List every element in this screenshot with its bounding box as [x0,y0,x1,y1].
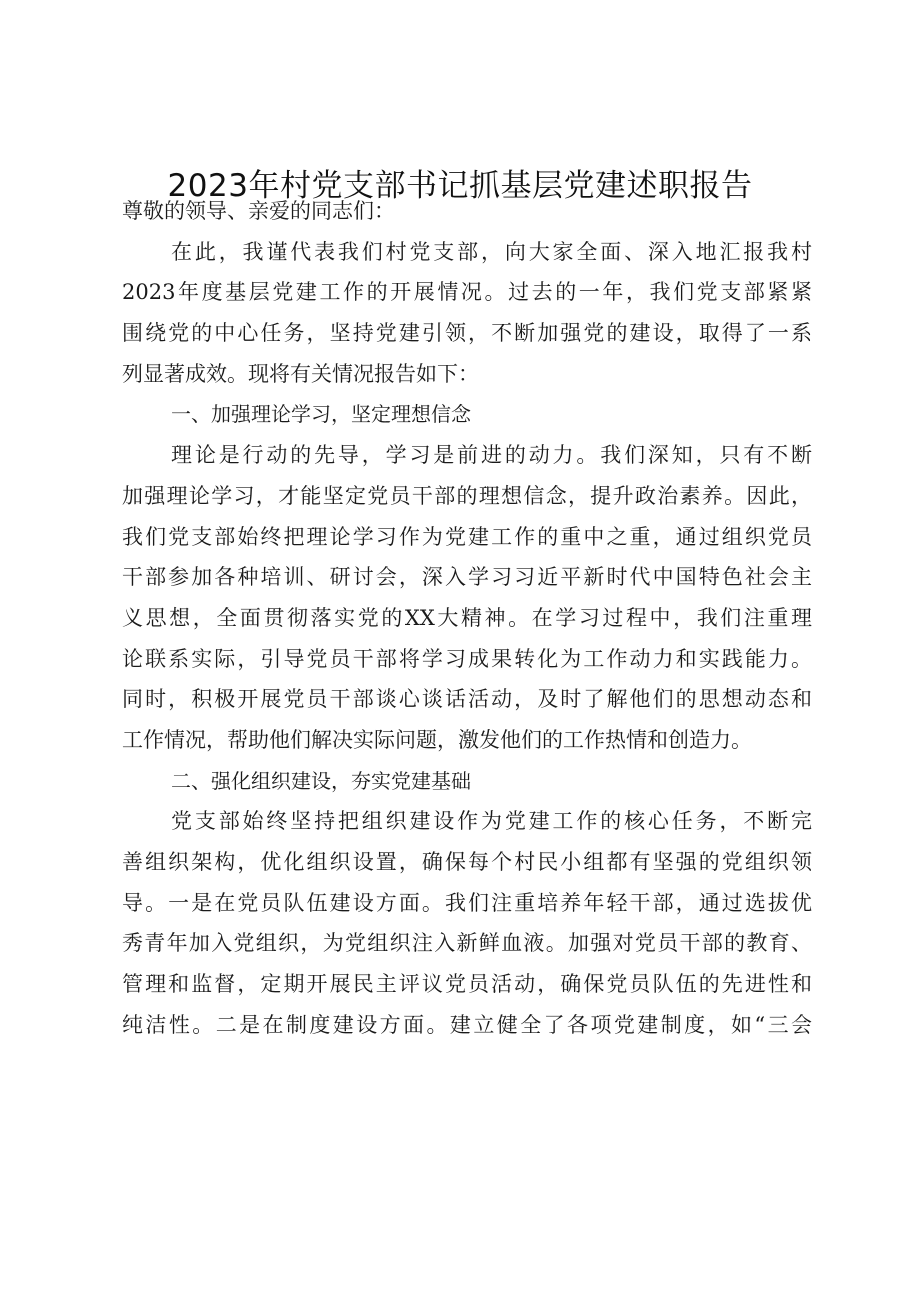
paragraph-line: 干部参加各种培训、研讨会，深入学习习近平新时代中国特色社会主 [122,565,812,590]
document-body [122,191,812,1045]
paragraph-line: 秀青年加入党组织，为党组织注入新鲜血液。加强对党员干部的教育、 [122,931,812,956]
paragraph-line: 围绕党的中心任务，坚持党建引领，不断加强党的建设，取得了一系 [122,321,812,346]
paragraph-line: 管理和监督，定期开展民主评议党员活动，确保党员队伍的先进性和 [122,972,812,997]
section-heading-1: 一、加强理论学习，坚定理想信念 [171,402,471,427]
paragraph-line: 加强理论学习，才能坚定党员干部的理想信念，提升政治素养。因此， [122,483,812,508]
paragraph-line: 我们党支部始终把理论学习作为党建工作的重中之重，通过组织党员 [122,524,812,549]
paragraph-line: 党支部始终坚持把组织建设作为党建工作的核心任务，不断完 [171,809,812,834]
paragraph-line: 论联系实际，引导党员干部将学习成果转化为工作动力和实践能力。 [122,646,812,671]
section-heading-2: 二、强化组织建设，夯实党建基础 [171,768,471,793]
paragraph-line: 同时，积极开展党员干部谈心谈话活动，及时了解他们的思想动态和 [122,687,812,712]
paragraph-line: 工作情况，帮助他们解决实际问题，激发他们的工作热情和创造力。 [122,727,752,752]
paragraph-line: 理论是行动的先导，学习是前进的动力。我们深知，只有不断 [171,443,812,468]
paragraph-line: 善组织架构，优化组织设置，确保每个村民小组都有坚强的党组织领 [122,850,812,874]
paragraph-line: 在此，我谨代表我们村党支部，向大家全面、深入地汇报我村 [171,239,812,264]
document-title: 2023年村党支部书记抓基层党建述职报告 [167,168,753,204]
salutation-line: 尊敬的领导、亲爱的同志们： [122,199,395,223]
paragraph-line: 列显著成效。现将有关情况报告如下： [122,361,479,386]
paragraph-line: 义思想，全面贯彻落实党的XX大精神。在学习过程中，我们注重理 [122,605,812,630]
paragraph-line: 2023年度基层党建工作的开展情况。过去的一年，我们党支部紧紧 [122,280,812,305]
paragraph-line: 纯洁性。二是在制度建设方面。建立健全了各项党建制度，如“三会 [122,1012,812,1037]
paragraph-line: 导。一是在党员队伍建设方面。我们注重培养年轻干部，通过选拔优 [122,890,812,915]
